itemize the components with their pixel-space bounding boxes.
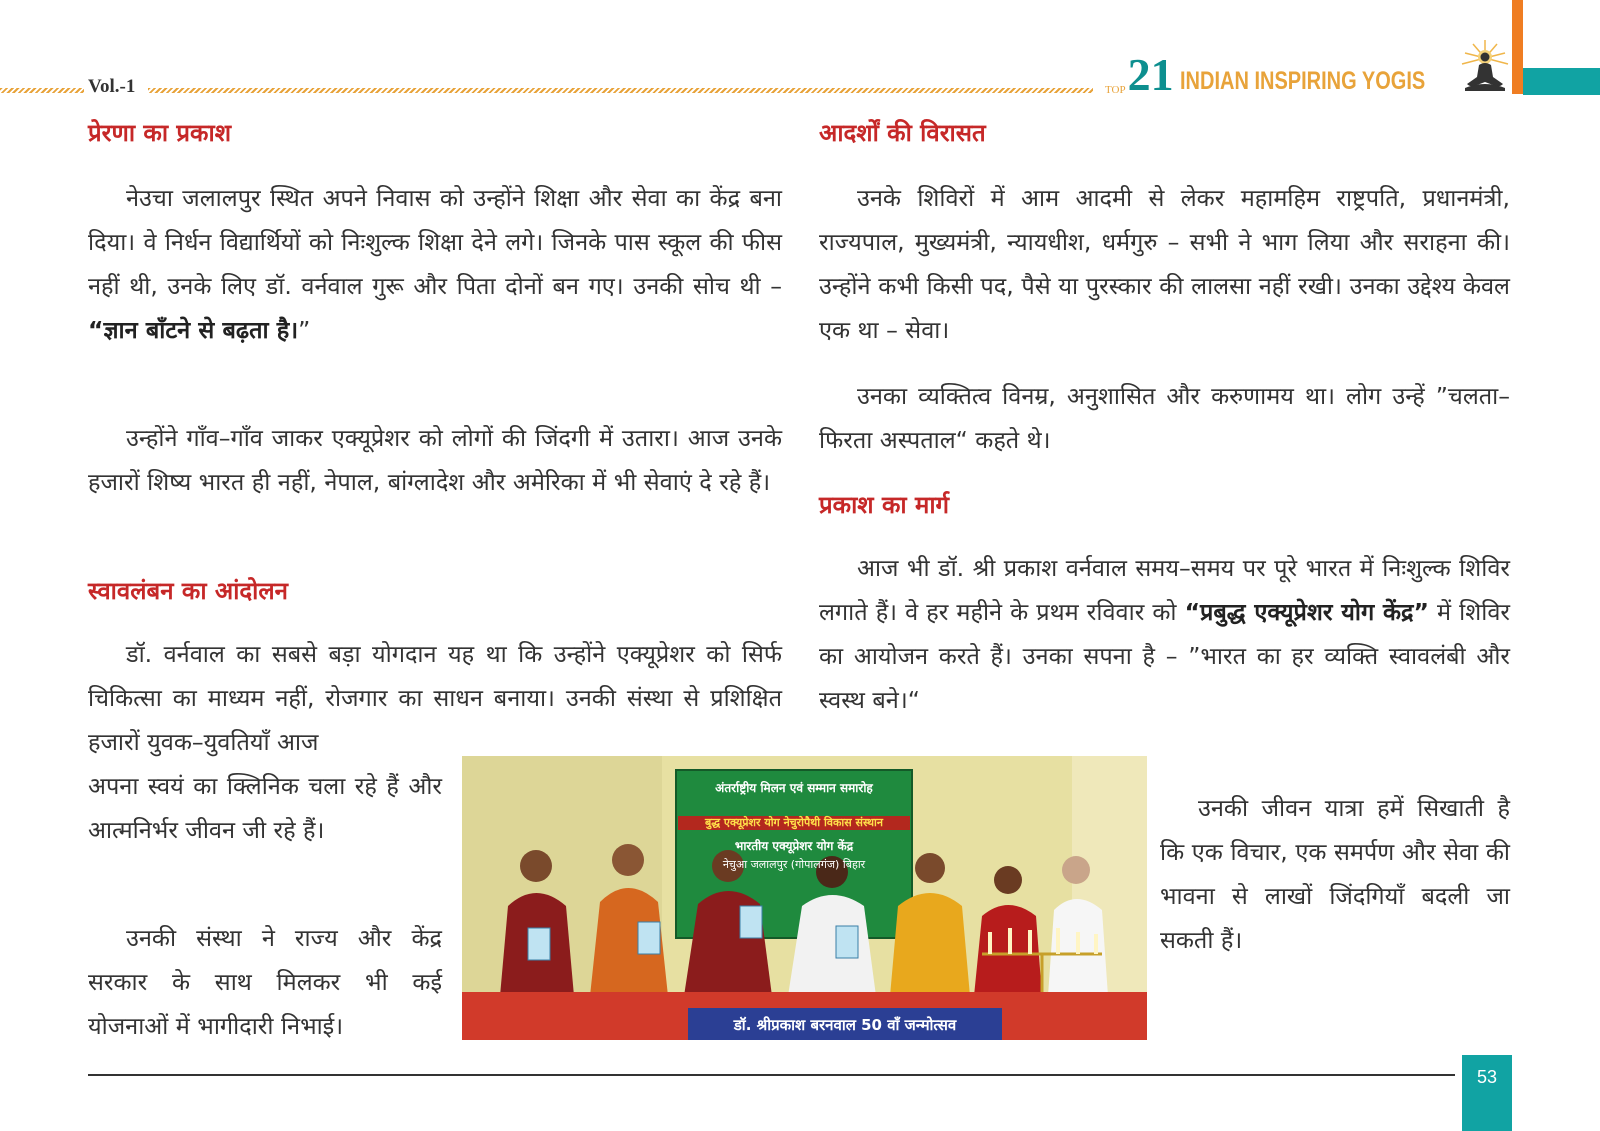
paragraph-prakash-text-a: आज भी डॉ. श्री प्रकाश वर्नवाल समय–समय पर पूरे भारत में निःशुल्क शिविर लगाते हैं। वे हर महीने के प्रथम रविवार को — [819, 554, 1510, 626]
heading-swavlamban: स्वावलंबन का आंदोलन — [88, 577, 288, 605]
paragraph-shiksha-text: नेउचा जलालपुर स्थित अपने निवास को उन्होंने शिक्षा और सेवा का केंद्र बना दिया। वे निर्धन विद्यार्थियों को निःशुल्क शिक्षा देने लगे। जिनके पास स्कूल की फीस नहीं थी, उनके लिए डॉ. वर्नवाल गुरू और पिता दोनों बन गए। उनकी सोच थी – — [88, 184, 782, 300]
paragraph-jeevan-yatra: उनकी जीवन यात्रा हमें सिखाती है कि एक विचार, एक समर्पण और सेवा की भावना से लाखों जिंदगियाँ बदली जा सकती हैं। — [1160, 794, 1510, 954]
paragraph-prakash-text-c: में शिविर का आयोजन करते हैं। उनका सपना है – ”भारत का हर व्यक्ति स्वावलंबी और स्वस्थ बने।“ — [819, 598, 1510, 714]
meditating-yogi-icon — [1458, 40, 1512, 96]
paragraph-gaon-gaon: उन्होंने गाँव–गाँव जाकर एक्यूप्रेशर को लोगों की जिंदगी में उतारा। आज उनके हजारों शिष्य भारत ही नहीं, नेपाल, बांग्लादेश और अमेरिका में भी सेवाएं दे रहे हैं। — [88, 424, 782, 496]
banner-line-four: नेचुआ जलालपुर (गोपालगंज) बिहार — [722, 858, 866, 871]
brand-text: INDIAN INSPIRING YOGIS — [1179, 67, 1425, 95]
table-banner: डॉ. श्रीप्रकाश बरनवाल 50 वाँ जन्मोत्सव — [733, 1016, 957, 1034]
paragraph-rojgar: डॉ. वर्नवाल का सबसे बड़ा योगदान यह था कि उन्होंने एक्यूप्रेशर को सिर्फ चिकित्सा का माध्यम नहीं, रोजगार का साधन बनाया। उनकी संस्था से प्रशिक्षित हजारों युवक–युवतियाँ आज — [88, 640, 782, 756]
event-photo — [462, 756, 1147, 1040]
banner-title: अंतर्राष्ट्रीय मिलन एवं सम्मान समारोह — [715, 781, 873, 795]
corner-accent-orange — [1512, 0, 1523, 94]
quote-close: ” — [298, 316, 311, 344]
heading-prakash-marg: प्रकाश का मार्ग — [819, 491, 950, 519]
paragraph-vyaktitva: उनका व्यक्तित्व विनम्र, अनुशासित और करुणामय था। लोग उन्हें ”चलता–फिरता अस्पताल“ कहते थे। — [819, 382, 1510, 454]
paragraph-shivir: उनके शिविरों में आम आदमी से लेकर महामहिम राष्ट्रपति, प्रधानमंत्री, राज्यपाल, मुख्यमंत्री, न्यायधीश, धर्मगुरु – सभी ने भाग लिया और सराहना की। उन्होंने कभी किसी पद, पैसे या पुरस्कार की लालसा नहीं रखी। उनका उद्देश्य केवल एक था – सेवा। — [819, 184, 1510, 344]
heading-adarsh: आदर्शों की विरासत — [819, 119, 986, 147]
volume-label: Vol.-1 — [88, 76, 136, 97]
paragraph-sarkar-yojana: उनकी संस्था ने राज्य और केंद्र सरकार के साथ मिलकर भी कई योजनाओं में भागीदारी निभाई। — [88, 924, 442, 1040]
brand-title — [1105, 49, 1486, 100]
corner-accent-teal — [1523, 68, 1600, 95]
banner-line-three: भारतीय एक्यूप्रेशर योग केंद्र — [734, 839, 854, 853]
brand-number: 21 — [1127, 49, 1174, 100]
heading-prerna: प्रेरणा का प्रकाश — [88, 119, 232, 147]
banner-subtitle: बुद्ध एक्यूप्रेशर योग नेचुरोपैथी विकास संस्थान — [678, 816, 910, 830]
header-rule-left — [0, 88, 84, 93]
brand-top: TOP — [1105, 84, 1126, 96]
page-number: 53 — [1462, 1055, 1512, 1131]
gyan-quote: “ज्ञान बाँटने से बढ़ता है। — [88, 316, 299, 344]
event-photo-illustration — [462, 756, 1147, 1040]
paragraph-shiksha-seva — [88, 176, 782, 352]
footer-rule — [88, 1074, 1455, 1076]
kendra-name: “प्रबुद्ध एक्यूप्रेशर योग केंद्र” — [1184, 598, 1429, 626]
paragraph-prakash-marg — [819, 546, 1510, 722]
paragraph-clinic: अपना स्वयं का क्लिनिक चला रहे हैं और आत्मनिर्भर जीवन जी रहे हैं। — [88, 772, 442, 844]
header-rule-right — [148, 88, 1093, 93]
